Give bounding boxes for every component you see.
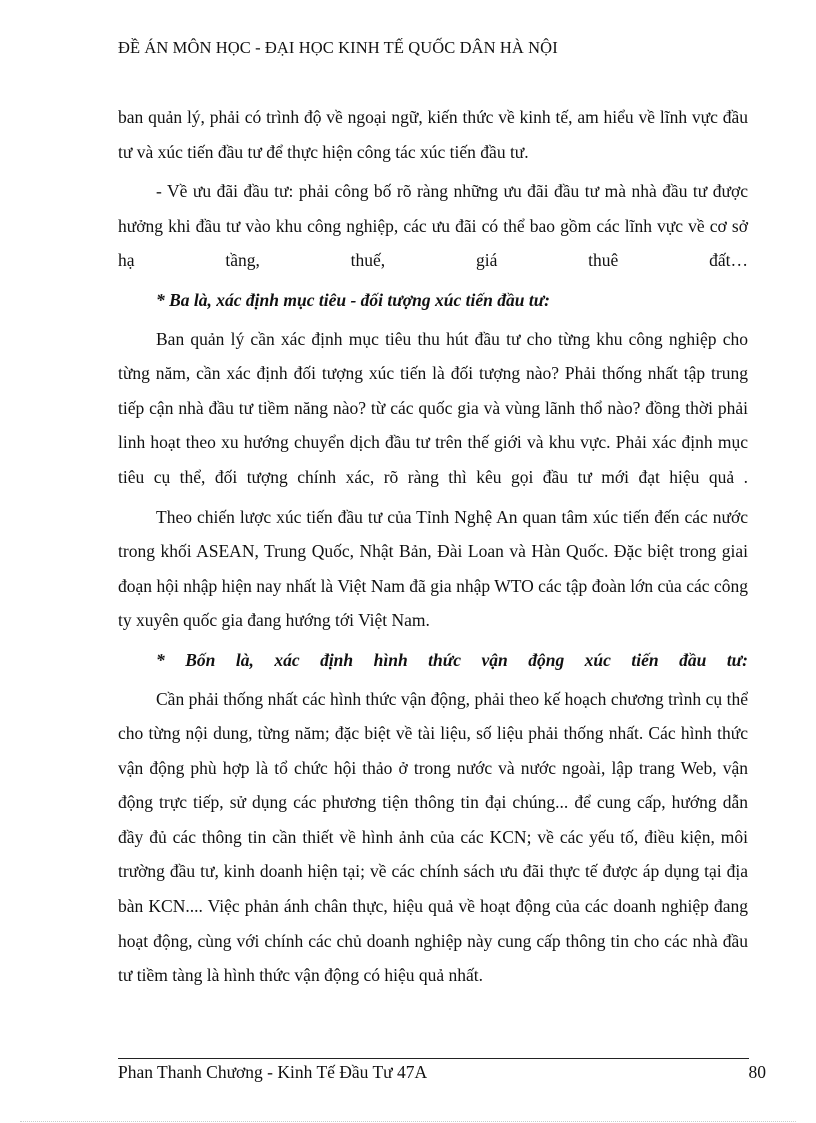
- document-body: [118, 100, 748, 998]
- heading-fourth-forms: * Bốn là, xác định hình thức vận động xúc tiến đầu tư:: [156, 649, 748, 670]
- paragraph-admin-requirements: ban quản lý, phải có trình độ về ngoại ngữ, kiến thức về kinh tế, am hiểu về lĩnh vực đầu tư và xúc tiến đầu tư để thực hiện công tác xúc tiến đầu tư.: [118, 107, 748, 162]
- footer-author: Phan Thanh Chương - Kinh Tế Đầu Tư 47A: [118, 1062, 428, 1082]
- footer-divider: [118, 1058, 749, 1059]
- paragraph-target-objectives: Ban quản lý cần xác định mục tiêu thu hút đầu tư cho từng khu công nghiệp cho từng năm, cần xác định đối tượng xúc tiến là đối tượng nào? Phải thống nhất tập trung tiếp cận nhà đầu tư tiềm năng nào? từ các quốc gia và vùng lãnh thổ nào? đồng thời phải linh hoạt theo xu hướng chuyển dịch đầu tư trên thế giới và khu vực. Phải xác định mục tiêu cụ thể, đối tượng chính xác, rõ ràng thì kêu gọi đầu tư mới đạt hiệu quả .: [118, 328, 748, 487]
- heading-third-target: * Ba là, xác định mục tiêu - đối tượng xúc tiến đầu tư:: [156, 289, 551, 310]
- page-edge-divider: [20, 1121, 796, 1122]
- paragraph-investment-incentives: - Về ưu đãi đầu tư: phải công bố rõ ràng những ưu đãi đầu tư mà nhà đầu tư được hưởng khi đầu tư vào khu công nghiệp, các ưu đãi có thể bao gồm các lĩnh vực về cơ sở hạ tầng, thuế, giá thuê đất…: [118, 181, 748, 271]
- paragraph-promotion-forms: Cần phải thống nhất các hình thức vận động, phải theo kế hoạch chương trình cụ thể cho từng nội dung, từng năm; đặc biệt về tài liệu, số liệu phải thống nhất. Các hình thức vận động phù hợp là tổ chức hội thảo ở trong nước và nước ngoài, lập trang Web, vận động trực tiếp, sử dụng các phương tiện thông tin đại chúng... để cung cấp, hướng dẫn đầy đủ các thông tin cần thiết về hình ảnh của các KCN; về các yếu tố, điều kiện, môi trường đầu tư, kinh doanh hiện tại; về các chính sách ưu đãi thực tế được áp dụng tại địa bàn KCN.... Việc phản ánh chân thực, hiệu quả về hoạt động của các doanh nghiệp đang hoạt động, cùng với chính các chủ doanh nghiệp này cung cấp thông tin cho các nhà đầu tư tiềm tàng là hình thức vận động có hiệu quả nhất.: [118, 688, 748, 986]
- page-header: [118, 38, 748, 58]
- page-number: 80: [748, 1062, 766, 1082]
- paragraph-nghe-an-strategy: Theo chiến lược xúc tiến đầu tư của Tỉnh Nghệ An quan tâm xúc tiến đến các nước trong khối ASEAN, Trung Quốc, Nhật Bản, Đài Loan và Hàn Quốc. Đặc biệt trong giai đoạn hội nhập hiện nay nhất là Việt Nam đã gia nhập WTO các tập đoàn lớn của các công ty xuyên quốc gia đang hướng tới Việt Nam.: [118, 506, 748, 631]
- header-title: ĐỀ ÁN MÔN HỌC - ĐẠI HỌC KINH TẾ QUỐC DÂN HÀ NỘI: [118, 38, 558, 57]
